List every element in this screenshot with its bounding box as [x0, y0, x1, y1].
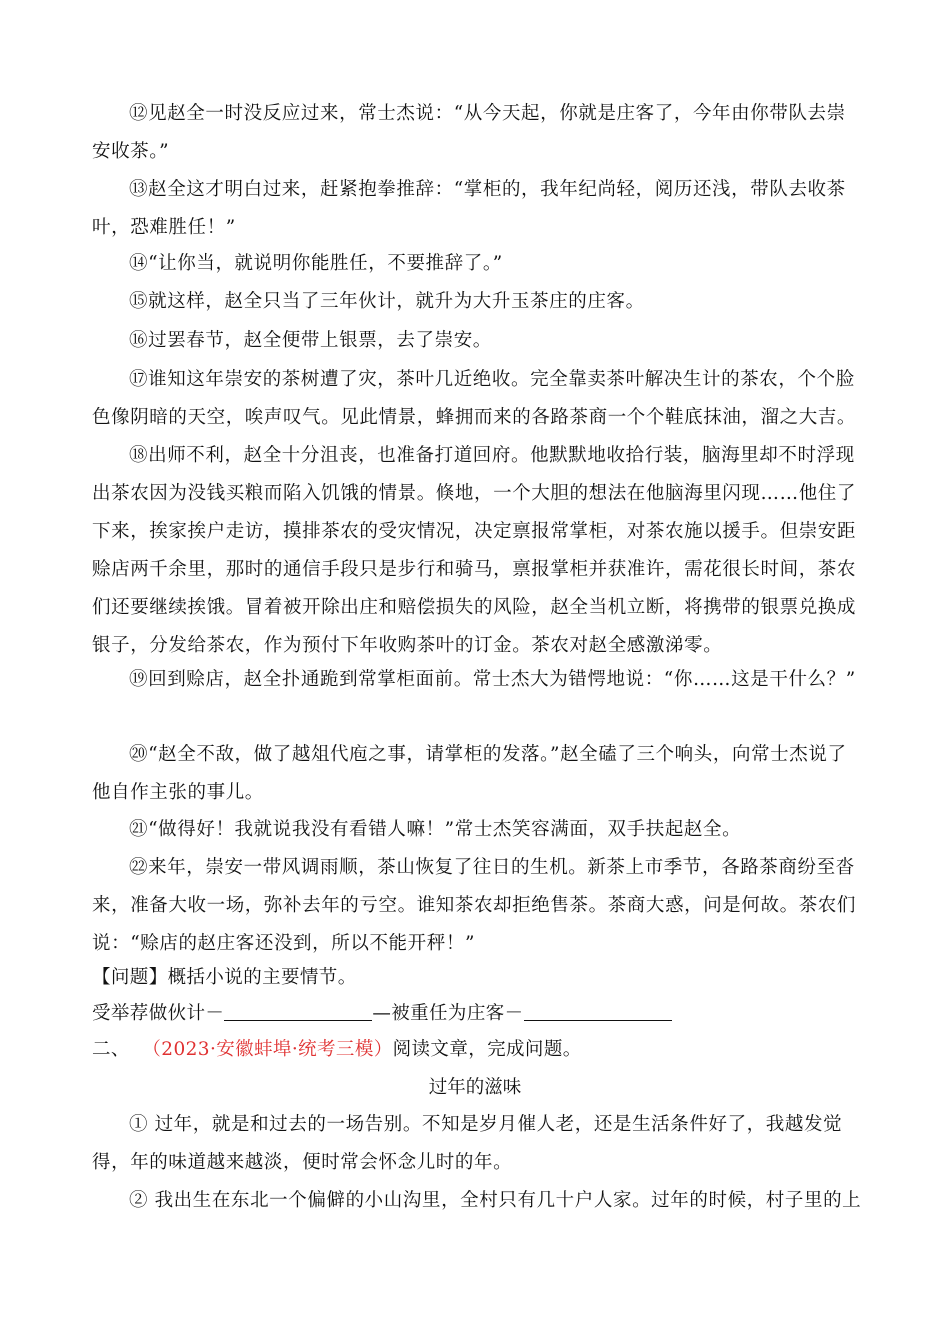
plot-line	[92, 999, 672, 1029]
question-line	[92, 963, 357, 993]
paragraph-20: ⑳“赵全不敌，做了越俎代庖之事，请掌柜的发落。”赵全磕了三个响头，向常士杰说了他自作主张的事儿。	[92, 744, 847, 803]
paragraph-17: ⑰谁知这年崇安的茶树遭了灾，茶叶几近绝收。完全靠卖茶叶解决生计的茶农，个个脸色像阴暗的天空，唉声叹气。见此情景，蜂拥而来的各路茶商一个个鞋底抹油，溜之大吉。	[92, 369, 857, 428]
article-paragraph-1: ① 过年，就是和过去的一场告别。不知是岁月催人老，还是生活条件好了，我越发觉得，年的味道越来越淡，便时常会怀念儿时的年。	[92, 1114, 843, 1173]
paragraph-15: ⑮就这样，赵全只当了三年伙计，就升为大升玉茶庄的庄客。	[129, 291, 645, 312]
plot-step-1: 受举荐做伙计－	[92, 1003, 225, 1024]
question-prefix: 【问题】	[92, 967, 168, 988]
paragraph-12: ⑫见赵全一时没反应过来，常士杰说：“从今天起，你就是庄客了，今年由你带队去崇安收茶。”	[92, 103, 846, 162]
section-number: 二、	[92, 1039, 130, 1060]
question-text: 概括小说的主要情节。	[167, 967, 357, 988]
section-instruction: 阅读文章，完成问题。	[392, 1039, 582, 1060]
paragraph-22: ㉒来年，崇安一带风调雨顺，茶山恢复了往日的生机。新茶上市季节，各路茶商纷至沓来，准备大收一场，弥补去年的亏空。谁知茶农却拒绝售茶。茶商大惑，问是何故。茶农们说：“赊店的赵庄客还没到，所以不能开秤！”	[92, 857, 857, 954]
section-source: （2023·安徽蚌埠·统考三模）	[142, 1039, 393, 1060]
paragraph-19: ⑲回到赊店，赵全扑通跪到常掌柜面前。常士杰大为错愕地说：“你……这是干什么？”	[129, 669, 856, 690]
answer-blank-1[interactable]	[224, 1000, 372, 1021]
paragraph-16: ⑯过罢春节，赵全便带上银票，去了崇安。	[129, 330, 492, 351]
paragraph-14: ⑭“让你当，就说明你能胜任，不要推辞了。”	[129, 253, 503, 274]
plot-step-2: —被重任为庄客－	[372, 1003, 524, 1024]
paragraph-13: ⑬赵全这才明白过来，赶紧抱拳推辞：“掌柜的，我年纪尚轻，阅历还浅，带队去收茶叶，恐难胜任！”	[92, 179, 846, 238]
paragraph-18: ⑱出师不利，赵全十分沮丧，也准备打道回府。他默默地收拾行装，脑海里却不时浮现出茶农因为没钱买粮而陷入饥饿的情景。倏地，一个大胆的想法在他脑海里闪现……他住了下来，挨家挨户走访，摸排茶农的受灾情况，决定禀报常掌柜，对茶农施以援手。但崇安距赊店两千余里，那时的通信手段只是步行和骑马，禀报掌柜并获准许，需花很长时间，茶农们还要继续挨饿。冒着被开除出庄和赔偿损失的风险，赵全当机立断，将携带的银票兑换成银子，分发给茶农，作为预付下年收购茶叶的订金。茶农对赵全感激涕零。	[92, 445, 857, 656]
paragraph-21: ㉑“做得好！我就说我没有看错人嘛！”常士杰笑容满面，双手扶起赵全。	[129, 819, 742, 840]
answer-blank-2[interactable]	[524, 1000, 672, 1021]
section-heading	[92, 1035, 582, 1065]
article-title: 过年的滋味	[428, 1077, 522, 1098]
article-paragraph-2: ② 我出生在东北一个偏僻的小山沟里，全村只有几十户人家。过年的时候，村子里的上	[129, 1190, 862, 1211]
